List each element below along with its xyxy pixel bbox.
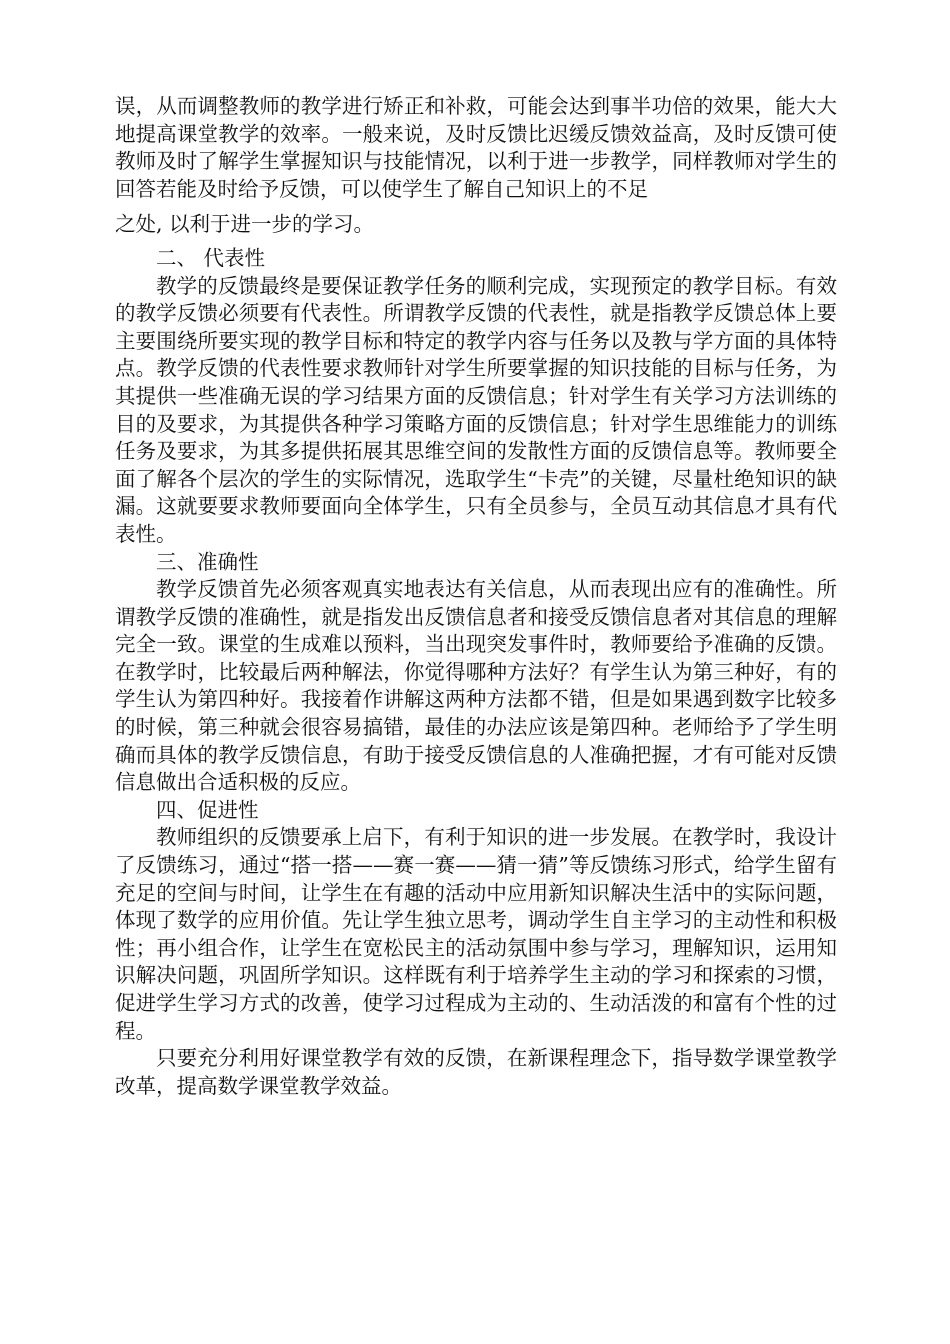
section-heading-representativeness: 二、 代表性 (156, 245, 266, 270)
intro-tail-text: 之处, 以利于进一步的学习。 (115, 212, 375, 237)
section-body-representativeness: 教学的反馈最终是要保证教学任务的顺利完成，实现预定的教学目标。有效的教学反馈必须要有代表性。所谓教学反馈的代表性，就是指教学反馈总体上要主要围绕所要实现的教学目标和特定的教学内容与任务以及教与学方面的具体特点。教学反馈的代表性要求教师针对学生所要掌握的知识技能的目标与任务，为其提供一些准确无误的学习结果方面的反馈信息；针对学生有关学习方法训练的目的及要求，为其提供各种学习策略方面的反馈信息；针对学生思维能力的训练任务及要求，为其多提供拓展其思维空间的发散性方面的反馈信息等。教师要全面了解各个层次的学生的实际情况，选取学生“卡壳”的关键，尽量杜绝知识的缺漏。这就要要求教师要面向全体学生，只有全员参与，全员互动其信息才具有代表性。 (115, 273, 837, 546)
section-body-accuracy: 教学反馈首先必须客观真实地表达有关信息，从而表现出应有的准确性。所谓教学反馈的准确性，就是指发出反馈信息者和接受反馈信息者对其信息的理解完全一致。课堂的生成难以预料，当出现突发事件时，教师要给予准确的反馈。在教学时，比较最后两种解法，你觉得哪种方法好？有学生认为第三种好，有的学生认为第四种好。我接着作讲解这两种方法都不错，但是如果遇到数字比较多的时候，第三种就会很容易搞错，最佳的办法应该是第四种。老师给予了学生明确而具体的教学反馈信息，有助于接受反馈信息的人准确把握，才有可能对反馈信息做出合适积极的反应。 (115, 577, 837, 795)
document-page (115, 93, 837, 1100)
conclusion-paragraph: 只要充分利用好课堂教学有效的反馈，在新课程理念下，指导数学课堂教学改革，提高数学课堂教学效益。 (115, 1046, 837, 1098)
intro-paragraph (115, 93, 837, 239)
section-heading-accuracy: 三、准确性 (156, 549, 259, 574)
section-body-promotion: 教师组织的反馈要承上启下，有利于知识的进一步发展。在教学时，我设计了反馈练习，通过“搭一搭——赛一赛——猜一猜”等反馈练习形式，给学生留有充足的空间与时间，让学生在有趣的活动中应用新知识解决生活中的实际问题，体现了数学的应用价值。先让学生独立思考，调动学生自主学习的主动性和积极性；再小组合作，让学生在宽松民主的活动氛围中参与学习，理解知识，运用知识解决问题，巩固所学知识。这样既有利于培养学生主动的学习和探索的习惯，促进学生学习方式的改善，使学习过程成为主动的、生动活泼的和富有个性的过程。 (115, 825, 837, 1043)
intro-text: 误，从而调整教师的教学进行矫正和补救，可能会达到事半功倍的效果，能大大地提高课堂教学的效率。一般来说，及时反馈比迟缓反馈效益高，及时反馈可使教师及时了解学生掌握知识与技能情况，以利于进一步教学，同样教师对学生的回答若能及时给予反馈，可以使学生了解自己知识上的不足 (115, 94, 837, 201)
section-heading-promotion: 四、促进性 (156, 797, 259, 822)
